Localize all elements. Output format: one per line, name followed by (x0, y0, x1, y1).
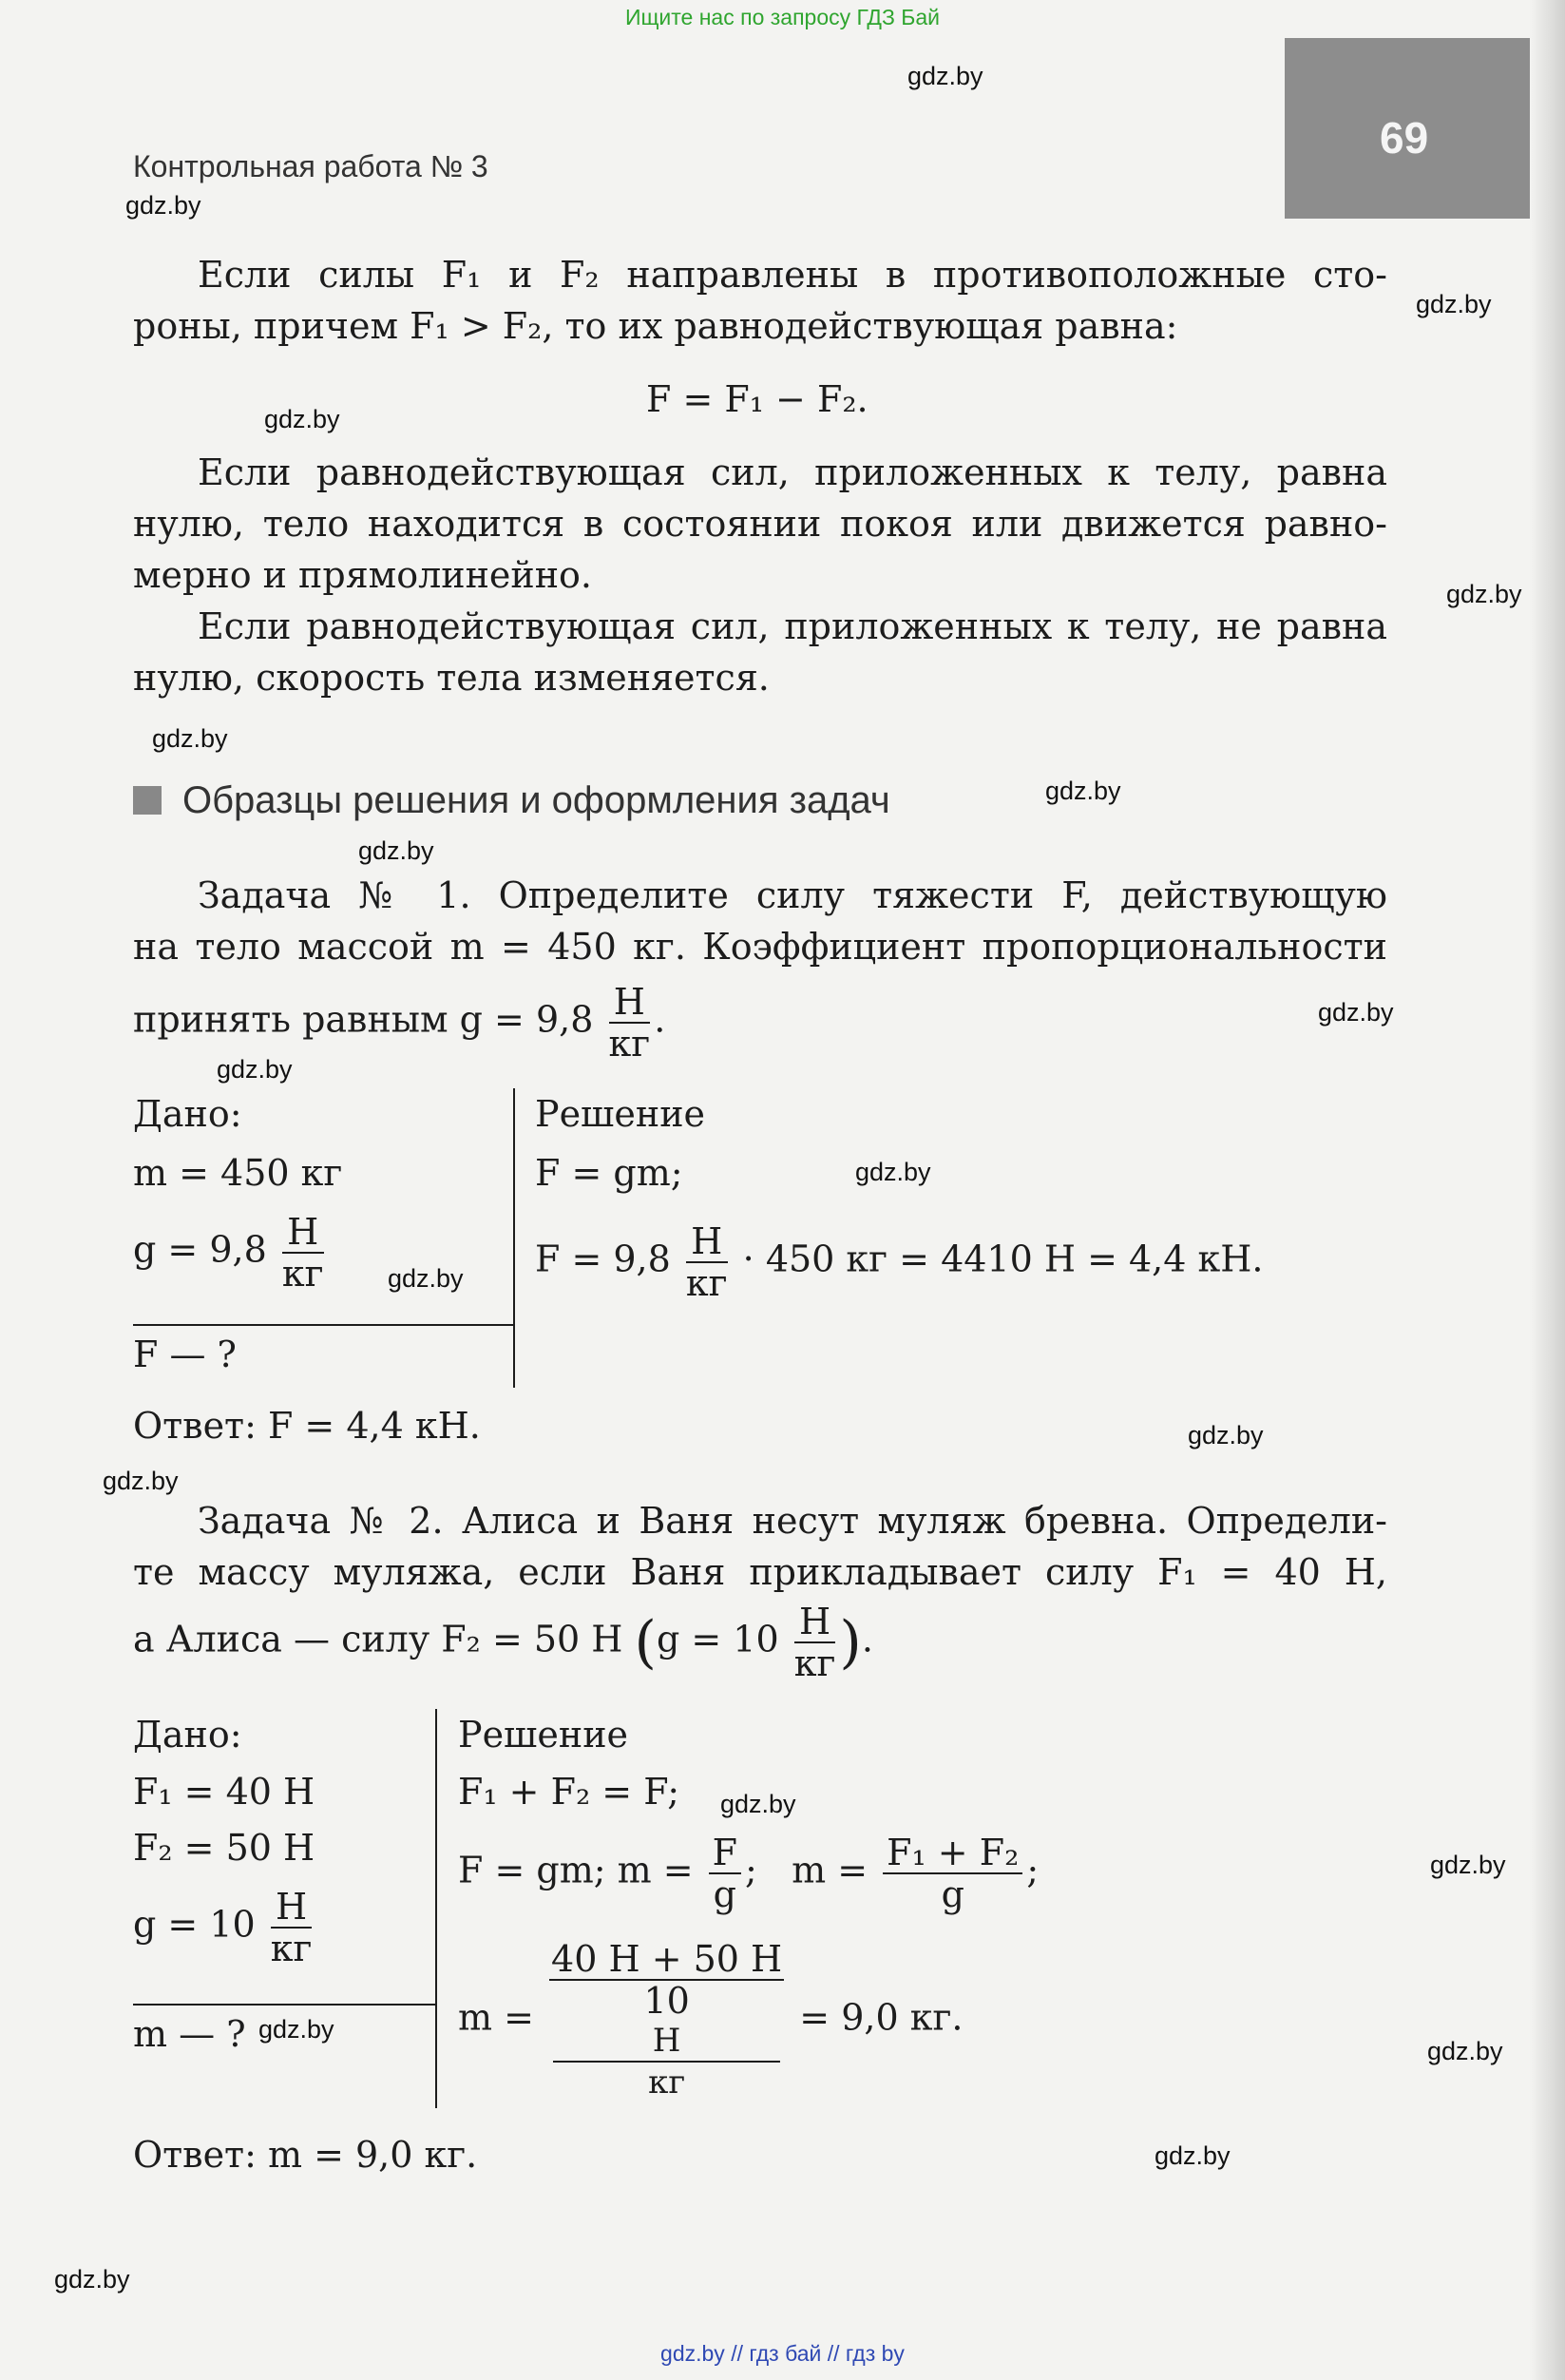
watermark: gdz.by (1155, 2141, 1231, 2170)
watermark: gdz.by (103, 1467, 179, 1495)
intro-p2-line-1: Если равнодействующая сил, приложенных к телу, равна (198, 451, 1387, 493)
intro-p3-line-2: нулю, скорость тела изменяется. (133, 657, 770, 699)
task2-line-1: Задача № 2. Алиса и Ваня несут муляж бревна. Определи- (198, 1500, 1387, 1542)
watermark: gdz.by (1427, 2037, 1503, 2065)
task2-given-g: g = 10 $\frac{Н}{кг}$ (133, 1886, 313, 1969)
task1-given-m: m = 450 кг (133, 1152, 343, 1194)
divider (133, 1324, 513, 1326)
watermark: gdz.by (388, 1264, 464, 1293)
task2-solution-1: F₁ + F₂ = F; (458, 1771, 680, 1813)
watermark: gdz.by (1446, 580, 1522, 608)
watermark: gdz.by (1045, 777, 1121, 805)
task1-given-label: Дано: (133, 1093, 242, 1135)
task1-solution-label: Решение (535, 1093, 706, 1135)
top-watermark-link[interactable]: Ищите нас по запросу ГДЗ Бай (624, 5, 941, 29)
task1-given-g: g = 9,8 $\frac{Н}{кг}$ (133, 1211, 324, 1295)
page-number: 69 (1380, 113, 1429, 163)
task2-given-f1: F₁ = 40 Н (133, 1771, 315, 1813)
task2-find: m — ? (133, 2013, 246, 2055)
intro-formula: F = F₁ − F₂. (646, 378, 868, 420)
watermark: gdz.by (258, 2015, 334, 2044)
intro-line-1: Если силы F₁ и F₂ направлены в противоположные сто- (198, 254, 1387, 296)
watermark: gdz.by (720, 1790, 796, 1818)
divider (133, 2004, 435, 2006)
divider (435, 1709, 437, 2108)
task2-given-label: Дано: (133, 1714, 242, 1756)
page-edge-shadow (1530, 0, 1565, 2380)
watermark: gdz.by (358, 836, 434, 865)
task2-solution-3: m = 40 Н + 50 Н 10 Н кг = 9,0 кг. (458, 1938, 964, 2102)
task2-line-3: а Алиса — силу F₂ = 50 Н (g = 10 $\frac{Н}{кг}$ ). (133, 1601, 873, 1684)
page-header: Контрольная работа № 3 (133, 149, 488, 183)
unit-fraction: $\frac{Н}{кг}$ (608, 981, 651, 1065)
watermark: gdz.by (152, 724, 228, 753)
watermark: gdz.by (1318, 998, 1394, 1027)
watermark: gdz.by (54, 2265, 130, 2294)
task1-solution-1: F = gm; (535, 1152, 683, 1194)
watermark: gdz.by (1188, 1421, 1264, 1449)
watermark: gdz.by (1416, 290, 1492, 318)
watermark: gdz.by (1430, 1851, 1506, 1879)
task1-line-2: на тело массой m = 450 кг. Коэффициент пропорциональности (133, 926, 1387, 968)
task2-line-2: те массу муляжа, если Ваня прикладывает силу F₁ = 40 Н, (133, 1551, 1387, 1593)
section-title: Образцы решения и оформления задач (133, 779, 890, 822)
task1-line-1: Задача № 1. Определите силу тяжести F, действующую (198, 874, 1387, 916)
section-square-icon (133, 786, 162, 815)
task1-line-3: принять равным g = 9,8 $\frac{Н}{кг}$ . (133, 981, 666, 1065)
task2-given-f2: F₂ = 50 Н (133, 1827, 315, 1869)
watermark: gdz.by (125, 191, 201, 220)
task2-answer: Ответ: m = 9,0 кг. (133, 2134, 478, 2176)
task1-find: F — ? (133, 1334, 237, 1375)
watermark: gdz.by (217, 1055, 293, 1084)
watermark: gdz.by (907, 62, 983, 90)
intro-p3-line-1: Если равнодействующая сил, приложенных к телу, не равна (198, 605, 1387, 647)
task2-solution-label: Решение (458, 1714, 629, 1756)
task2-solution-2: F = gm; m = $\frac{F}{g}$ ; m = $\frac{\text{F₁ + F₂}}{g}$ ; (458, 1832, 1040, 1915)
task1-answer: Ответ: F = 4,4 кН. (133, 1405, 481, 1447)
bottom-watermark-link[interactable]: gdz.by // гдз бай // гдз by (660, 2341, 905, 2366)
watermark: gdz.by (855, 1158, 931, 1186)
intro-line-2: роны, причем F₁ > F₂, то их равнодействующая равна: (133, 305, 1178, 347)
intro-p2-line-2: нулю, тело находится в состоянии покоя или движется равно- (133, 503, 1387, 545)
task1-solution-2: F = 9,8 $\frac{Н}{кг}$ · 450 кг = 4410 Н = 4,4 кН. (535, 1220, 1264, 1304)
divider (513, 1088, 515, 1388)
watermark: gdz.by (264, 405, 340, 433)
intro-p2-line-3: мерно и прямолинейно. (133, 554, 593, 596)
